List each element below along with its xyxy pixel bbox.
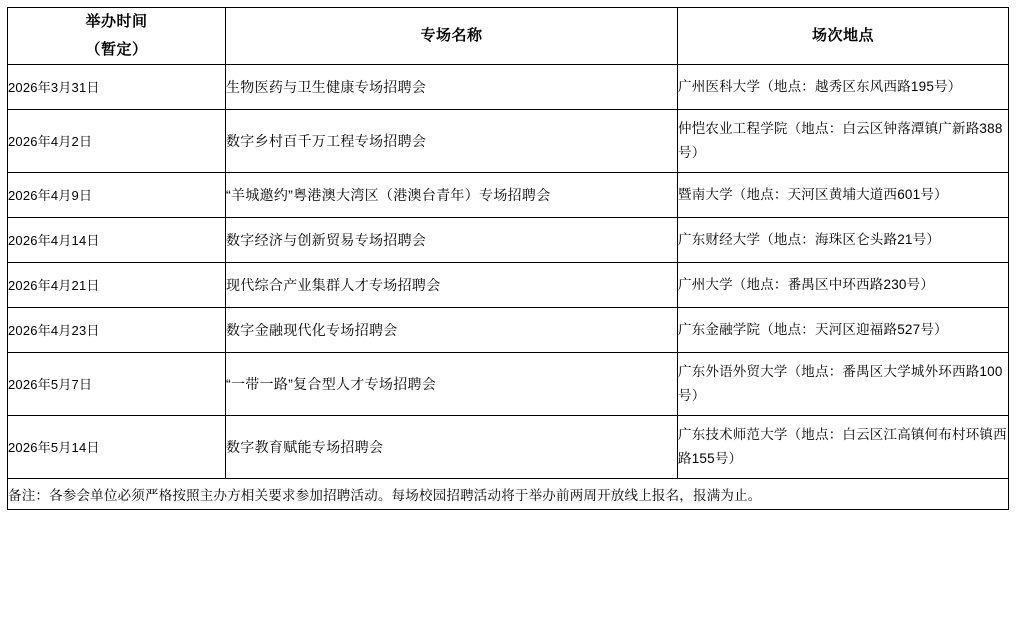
cell-name: 数字教育赋能专场招聘会	[226, 415, 678, 478]
column-header-date-line1: 举办时间	[85, 13, 148, 30]
cell-date: 2026年4月9日	[8, 172, 226, 217]
cell-name: “羊城邀约”粤港澳大湾区（港澳台青年）专场招聘会	[226, 172, 678, 217]
table-row	[8, 64, 1009, 109]
column-header-date-line2: （暂定）	[85, 40, 148, 58]
cell-place: 暨南大学（地点：天河区黄埔大道西601号）	[678, 172, 1009, 217]
cell-date: 2026年5月7日	[8, 352, 226, 415]
cell-name: 现代综合产业集群人才专场招聘会	[226, 262, 678, 307]
cell-place: 广东金融学院（地点：天河区迎福路527号）	[678, 307, 1009, 352]
column-header-name: 专场名称	[226, 8, 678, 65]
table-header	[8, 8, 1009, 65]
table-note-row	[8, 478, 1009, 509]
cell-place: 广州大学（地点：番禺区中环西路230号）	[678, 262, 1009, 307]
document-page	[0, 7, 1016, 617]
column-header-date	[8, 8, 226, 65]
cell-place: 广东财经大学（地点：海珠区仑头路21号）	[678, 217, 1009, 262]
cell-place: 广东外语外贸大学（地点：番禺区大学城外环西路100号）	[678, 352, 1009, 415]
cell-date: 2026年4月21日	[8, 262, 226, 307]
cell-place: 广东技术师范大学（地点：白云区江高镇何布村环镇西路155号）	[678, 415, 1009, 478]
recruitment-schedule-table	[7, 7, 1009, 510]
cell-name: 生物医药与卫生健康专场招聘会	[226, 64, 678, 109]
table-row	[8, 172, 1009, 217]
cell-place: 广州医科大学（地点：越秀区东风西路195号）	[678, 64, 1009, 109]
table-row	[8, 262, 1009, 307]
cell-name: “一带一路”复合型人才专场招聘会	[226, 352, 678, 415]
table-body	[8, 64, 1009, 509]
cell-name: 数字金融现代化专场招聘会	[226, 307, 678, 352]
cell-date: 2026年5月14日	[8, 415, 226, 478]
cell-name: 数字乡村百千万工程专场招聘会	[226, 109, 678, 172]
cell-date: 2026年4月2日	[8, 109, 226, 172]
table-row	[8, 217, 1009, 262]
cell-date: 2026年4月14日	[8, 217, 226, 262]
table-row	[8, 109, 1009, 172]
cell-place: 仲恺农业工程学院（地点：白云区钟落潭镇广新路388号）	[678, 109, 1009, 172]
table-row	[8, 352, 1009, 415]
cell-name: 数字经济与创新贸易专场招聘会	[226, 217, 678, 262]
table-note: 备注：各参会单位必须严格按照主办方相关要求参加招聘活动。每场校园招聘活动将于举办前两周开放线上报名，报满为止。	[8, 478, 1009, 509]
table-header-row	[8, 8, 1009, 65]
cell-date: 2026年4月23日	[8, 307, 226, 352]
table-row	[8, 307, 1009, 352]
table-row	[8, 415, 1009, 478]
cell-date: 2026年3月31日	[8, 64, 226, 109]
column-header-place: 场次地点	[678, 8, 1009, 65]
